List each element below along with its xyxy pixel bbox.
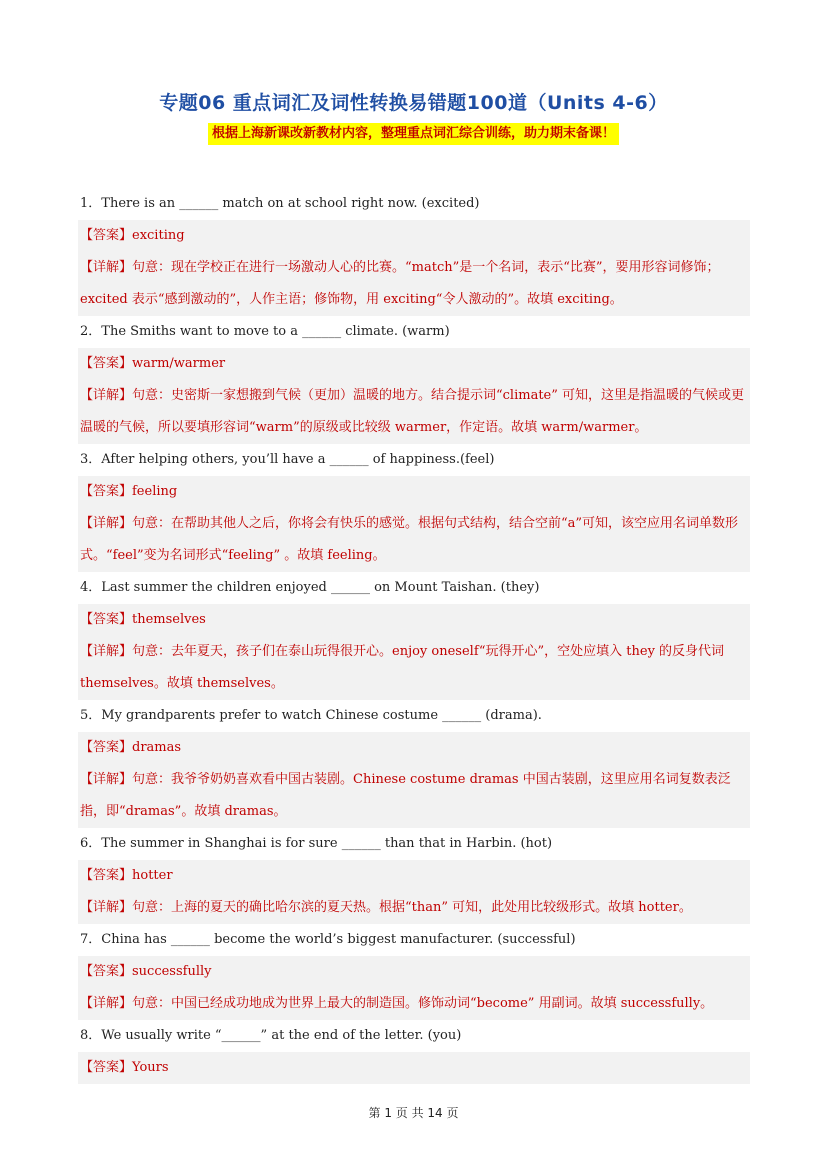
answer-8: 【答案】Yours [78, 1052, 750, 1084]
explanation-3: 【详解】句意：在帮助其他人之后，你将会有快乐的感觉。根据句式结构，结合空前“a”可知，该空应用名词单数形式。“feel”变为名词形式“feeling” 。故填 feeling。 [78, 508, 750, 572]
question-4: 4．Last summer the children enjoyed ______ on Mount Taishan. (they) [80, 580, 540, 595]
explanation-2: 【详解】句意：史密斯一家想搬到气候（更加）温暖的地方。结合提示词“climate” 可知，这里是指温暖的气候或更温暖的气候，所以要填形容词“warm”的原级或比较级 warmer，作定语。故填 warm/warmer。 [78, 380, 750, 444]
page-subtitle: 根据上海新课改新教材内容，整理重点词汇综合训练，助力期末备课！ [208, 123, 619, 145]
question-list [78, 188, 750, 1084]
explanation-1: 【详解】句意：现在学校正在进行一场激动人心的比赛。“match”是一个名词，表示“比赛”，要用形容词修饰；excited 表示“感到激动的”，人作主语；修饰物，用 exciting“令人激动的”。故填 exciting。 [78, 252, 750, 316]
answer-1: 【答案】exciting [78, 220, 750, 252]
question-3: 3．After helping others, you’ll have a ______ of happiness.(feel) [80, 452, 495, 467]
question-7: 7．China has ______ become the world’s biggest manufacturer. (successful) [80, 932, 576, 947]
page-title: 专题06 重点词汇及词性转换易错题100道（Units 4-6） [159, 92, 668, 114]
explanation-7: 【详解】句意：中国已经成功地成为世界上最大的制造国。修饰动词“become” 用副词。故填 successfully。 [78, 988, 750, 1020]
answer-7: 【答案】successfully [78, 956, 750, 988]
answer-5: 【答案】dramas [78, 732, 750, 764]
question-8: 8．We usually write “______” at the end of the letter. (you) [80, 1028, 462, 1043]
page-footer: 第 1 页 共 14 页 [368, 1106, 459, 1120]
question-2: 2．The Smiths want to move to a ______ climate. (warm) [80, 324, 450, 339]
answer-3: 【答案】feeling [78, 476, 750, 508]
question-6: 6．The summer in Shanghai is for sure ______ than that in Harbin. (hot) [80, 836, 553, 851]
question-1: 1．There is an ______ match on at school right now. (excited) [80, 196, 480, 211]
explanation-5: 【详解】句意：我爷爷奶奶喜欢看中国古装剧。Chinese costume dramas 中国古装剧，这里应用名词复数表泛指，即“dramas”。故填 dramas。 [78, 764, 750, 828]
question-5: 5．My grandparents prefer to watch Chinese costume ______ (drama). [80, 708, 542, 723]
answer-6: 【答案】hotter [78, 860, 750, 892]
answer-4: 【答案】themselves [78, 604, 750, 636]
explanation-6: 【详解】句意：上海的夏天的确比哈尔滨的夏天热。根据“than” 可知，此处用比较级形式。故填 hotter。 [78, 892, 750, 924]
explanation-4: 【详解】句意：去年夏天，孩子们在泰山玩得很开心。enjoy oneself“玩得开心”，空处应填入 they 的反身代词 themselves。故填 themselves。 [78, 636, 750, 700]
answer-2: 【答案】warm/warmer [78, 348, 750, 380]
subtitle-wrap [0, 122, 827, 145]
